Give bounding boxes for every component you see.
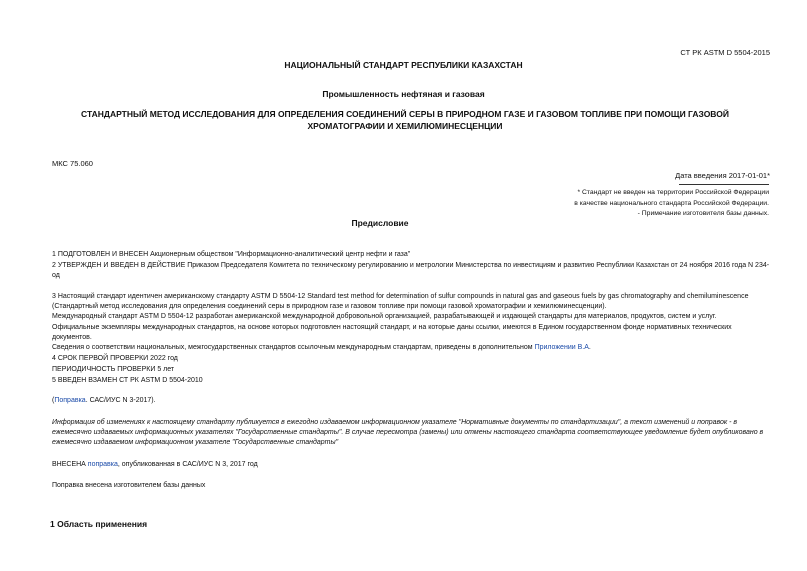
document-code: СТ РК ASTM D 5504-2015 [680, 48, 770, 57]
paragraph-text: , опубликованная в САС/ИУС N 3, 2017 год [117, 461, 258, 468]
paragraph: 4 СРОК ПЕРВОЙ ПРОВЕРКИ 2022 год [52, 355, 178, 362]
foreword-item-1 [52, 250, 770, 260]
foreword-item-4 [52, 312, 770, 322]
paragraph-text: . САС/ИУС N 3-2017). [85, 397, 156, 404]
foreword-item-6 [52, 343, 770, 353]
standard-title: СТАНДАРТНЫЙ МЕТОД ИССЛЕДОВАНИЯ ДЛЯ ОПРЕДЕЛЕНИЯ СОЕДИНЕНИЙ СЕРЫ В ПРИРОДНОМ ГАЗЕ И ГАЗОВОМ ТОПЛИВЕ ПРИ ПОМОЩИ ГАЗОВОЙ ХРОМАТОГРАФИИ И ХЕМИЛЮМИНЕСЦЕНЦИИ [81, 109, 729, 131]
paragraph [52, 396, 770, 406]
amendment-note [52, 396, 770, 406]
footnote [469, 188, 769, 220]
foreword-item-2 [52, 261, 770, 281]
foreword-item-9 [52, 376, 770, 386]
amendment-link-2[interactable]: поправка [87, 461, 118, 468]
footnote-line-2: в качестве национального стандарта Российской Федерации. [574, 199, 769, 207]
appendix-link[interactable]: Приложении В.А [534, 344, 589, 351]
paragraph: 5 ВВЕДЕН ВЗАМЕН СТ РК ASTM D 5504-2010 [52, 377, 203, 384]
mks-code: МКС 75.060 [52, 159, 93, 168]
paragraph [52, 460, 770, 470]
amendment-link[interactable]: Поправка [54, 397, 86, 404]
paragraph: 2 УТВЕРЖДЕН И ВВЕДЕН В ДЕЙСТВИЕ Приказом Председателя Комитета по техническому регулированию и метрологии Министерства по инвестициям и развитию Республики Казахстан от 24 ноября 2016 года N 234-од [52, 262, 770, 280]
paragraph: 1 ПОДГОТОВЛЕН И ВНЕСЕН Акционерным обществом "Информационно-аналитический центр нефти и газа" [52, 251, 411, 258]
foreword-heading: Предисловие [351, 218, 409, 228]
national-standard-title: НАЦИОНАЛЬНЫЙ СТАНДАРТ РЕСПУБЛИКИ КАЗАХСТАН [284, 60, 523, 70]
paragraph: Международный стандарт ASTM D 5504-12 разработан американской международной добровольной организацией, разрабатывающей и издающей стандарты для материалов, продуктов, систем и услуг. [52, 313, 717, 320]
paragraph: 3 Настоящий стандарт идентичен американскому стандарту ASTM D 5504-12 Standard test method for determination of sulfur compounds in natural gas and gaseous fuels by gas chromatography and chemiluminescence (Стандартный метод исследования для определения соединений серы в природном газе и газовом топливе при помощи газовой хроматографии и хемилюминесценции). [52, 293, 749, 311]
foreword-item-5 [52, 323, 770, 343]
paragraph: Поправка внесена изготовителем базы данных [52, 482, 206, 489]
db-maker-note [52, 481, 770, 491]
industry-title: Промышленность нефтяная и газовая [322, 89, 485, 99]
paragraph-text: Сведения о соответствии национальных, межгосударственных стандартов ссылочным международным стандартам, приведены в дополнительном [52, 344, 535, 351]
paragraph [52, 343, 770, 353]
amendment-published [52, 460, 770, 470]
paragraph: ПЕРИОДИЧНОСТЬ ПРОВЕРКИ 5 лет [52, 366, 175, 373]
paragraph: Информация об изменениях к настоящему стандарту публикуется в ежегодно издаваемом информационном указателе "Нормативные документы по стандартизации", а текст изменений и поправок - в ежемесячно издаваемых информационных указателях "Государственные стандарты". В случае пересмотра (замены) или отмены настоящего стандарта соответствующее уведомление будет опубликовано в ежемесячно издаваемом информационном указателе "Государственные стандарты" [52, 419, 764, 447]
paragraph-text: ВНЕСЕНА [52, 461, 88, 468]
foreword-item-8 [52, 365, 770, 375]
foreword-item-7 [52, 354, 770, 364]
paragraph-end: . [588, 344, 591, 351]
note-divider [679, 184, 769, 185]
paragraph: Официальные экземпляры международных стандартов, на основе которых подготовлен настоящий стандарт, и на которые даны ссылки, имеются в Едином государственном фонде нормативных технических документов. [52, 324, 732, 342]
footnote-line-3: - Примечание изготовителя базы данных. [637, 210, 769, 218]
footnote-line-1: * Стандарт не введен на территории Российской Федерации [577, 189, 769, 196]
section-heading: 1 Область применения [50, 519, 148, 529]
foreword-item-3 [52, 292, 770, 312]
intro-date: Дата введения 2017-01-01* [675, 171, 770, 180]
changes-info [52, 418, 770, 449]
paren-open: ( [52, 397, 55, 404]
